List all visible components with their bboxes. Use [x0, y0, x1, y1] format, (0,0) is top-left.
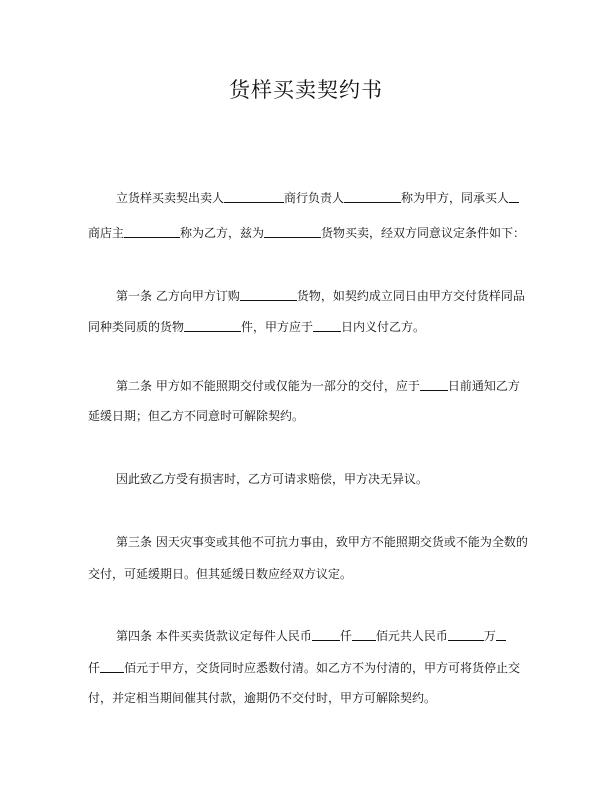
article-text: 第四条 本件买卖货款议定每件人民币: [116, 629, 312, 643]
preamble-line-2: [88, 224, 525, 241]
preamble-text: 货物买卖，经双方同意议定条件如下：: [321, 226, 526, 240]
article-text: 同种类同质的货物: [88, 320, 185, 334]
article-text: 第二条 甲方如不能照期交付或仅能为一部分的交付，应于: [116, 379, 420, 393]
article-text: 佰元共人民币: [375, 629, 448, 643]
article-text: 佰元于甲方，交货同时应悉数付清。如乙方不为付清的，甲方可将货停止交: [124, 661, 521, 675]
preamble-text: 称为甲方，同承买人: [401, 191, 510, 205]
article-text: 第一条 乙方向甲方订购: [116, 289, 240, 303]
unit-price-hundreds-blank: [352, 628, 376, 641]
article3-line-1: 第三条 因天灾事变或其他不可抗力事由，致甲方不能照期交货或不能为全数的: [116, 535, 528, 549]
article4-line-3: 付，并定相当期间催其付款，逾期仍不交付时，甲方可解除契约。: [88, 691, 437, 705]
total-hundreds-blank: [100, 660, 124, 673]
article-text: 日前通知乙方: [447, 379, 520, 393]
preamble-text: 商行负责人: [284, 191, 345, 205]
preamble-text: 商店主: [88, 226, 125, 240]
shop-owner-blank: [124, 225, 180, 238]
article-text: 仟: [339, 629, 352, 643]
preamble-text: 称为乙方，兹为: [180, 226, 265, 240]
document-title: 货样买卖契约书: [229, 78, 383, 102]
preamble-text: 立货样买卖契出卖人: [116, 191, 225, 205]
notice-days-blank: [420, 378, 448, 391]
article3-line-2: 交付，可延缓期日。但其延缓日数应经双方议定。: [88, 567, 353, 581]
article2-line-2: 延缓日期；但乙方不同意时可解除契约。: [88, 409, 305, 423]
total-thousands-blank: [496, 628, 506, 641]
unit-price-thousands-blank: [312, 628, 340, 641]
seller-name-blank: [224, 190, 284, 203]
preamble-line-1: [116, 189, 519, 206]
article2-extra-line: 因此致乙方受有损害时，乙方可请求赔偿，甲方决无异议。: [116, 472, 429, 486]
article-text: 仟: [88, 661, 101, 675]
total-ten-thousands-blank: [448, 628, 484, 641]
days-blank: [313, 319, 341, 332]
article4-line-2: [88, 659, 520, 676]
article-text: 万: [483, 629, 496, 643]
buyer-name-blank: [509, 190, 519, 203]
article4-line-1: [116, 627, 506, 644]
article2-line-1: [116, 377, 520, 394]
article-text: 件，甲方应于: [241, 320, 314, 334]
article1-line-1: [116, 287, 525, 304]
manager-name-blank: [344, 190, 401, 203]
article1-line-2: [88, 318, 425, 335]
article-text: 日内义付乙方。: [341, 320, 426, 334]
quantity-blank: [184, 319, 241, 332]
article-text: 货物，如契约成立同日由甲方交付货样同品: [296, 289, 525, 303]
goods-name-blank: [264, 225, 321, 238]
ordered-goods-blank: [240, 288, 297, 301]
